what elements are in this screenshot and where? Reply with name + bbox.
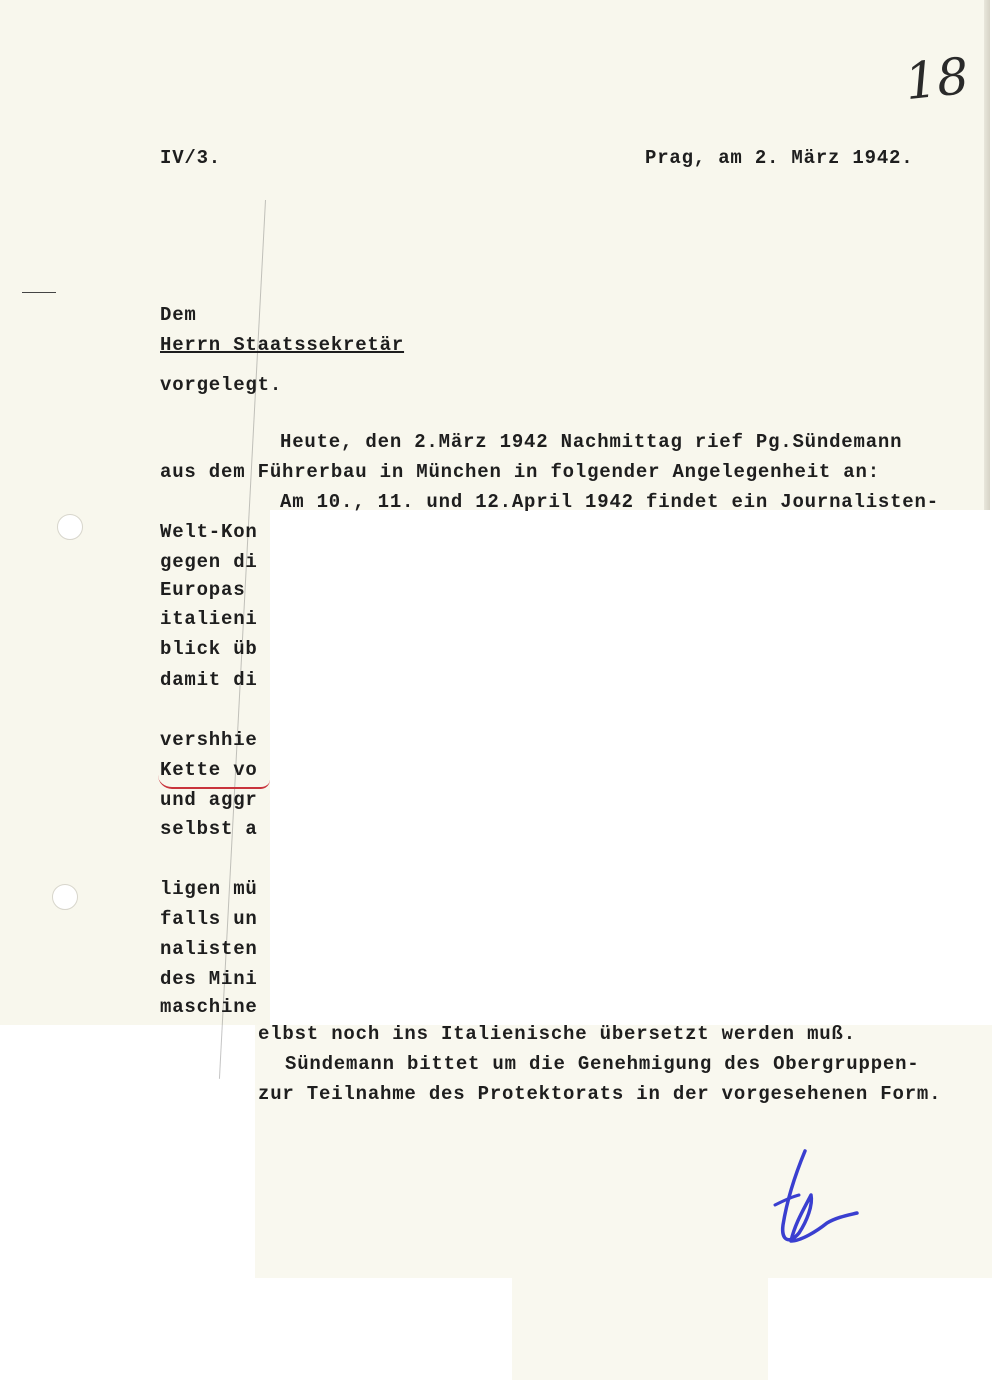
body-line: ligen mü	[160, 878, 258, 900]
handwritten-signature	[765, 1145, 865, 1265]
body-line: Sündemann bittet um die Genehmigung des Obergruppen-	[285, 1053, 920, 1075]
body-line: damit di	[160, 669, 258, 691]
recipient-line: Dem	[160, 304, 197, 326]
body-line: gegen di	[160, 551, 258, 573]
recipient-title: Herrn Staatssekretär	[160, 334, 405, 356]
place-and-date: Prag, am 2. März 1942.	[645, 147, 914, 169]
body-line: zur Teilnahme des Protektorats in der vorgesehenen Form.	[258, 1083, 942, 1105]
body-line: blick üb	[160, 638, 258, 660]
body-line: italieni	[160, 608, 258, 630]
body-line: aus dem Führerbau in München in folgender Angelegenheit an:	[160, 461, 880, 483]
body-line: des Mini	[160, 968, 258, 990]
body-line: elbst noch ins Italienische übersetzt werden muß.	[258, 1023, 856, 1045]
body-line: vershhie	[160, 729, 258, 751]
body-line: Kette vo	[160, 759, 258, 781]
body-line: Europas	[160, 579, 246, 601]
body-line: Heute, den 2.März 1942 Nachmittag rief Pg.Sündemann	[280, 431, 903, 453]
punch-hole-upper	[57, 514, 83, 540]
body-line: Welt-Kon	[160, 521, 258, 543]
body-line: und aggr	[160, 789, 258, 811]
margin-mark	[22, 292, 56, 293]
red-underline-mark	[158, 775, 270, 789]
punch-hole-lower	[52, 884, 78, 910]
submitted-line: vorgelegt.	[160, 374, 283, 396]
paper-strip	[512, 1278, 768, 1380]
body-line: Am 10., 11. und 12.April 1942 findet ein Journalisten-	[280, 491, 939, 513]
body-line: falls un	[160, 908, 258, 930]
body-line: nalisten	[160, 938, 258, 960]
folio-number: 18	[902, 46, 972, 112]
redacted-area	[270, 510, 1000, 1025]
body-line: maschine	[160, 996, 258, 1018]
reference-number: IV/3.	[160, 147, 222, 169]
body-line: selbst a	[160, 818, 258, 840]
